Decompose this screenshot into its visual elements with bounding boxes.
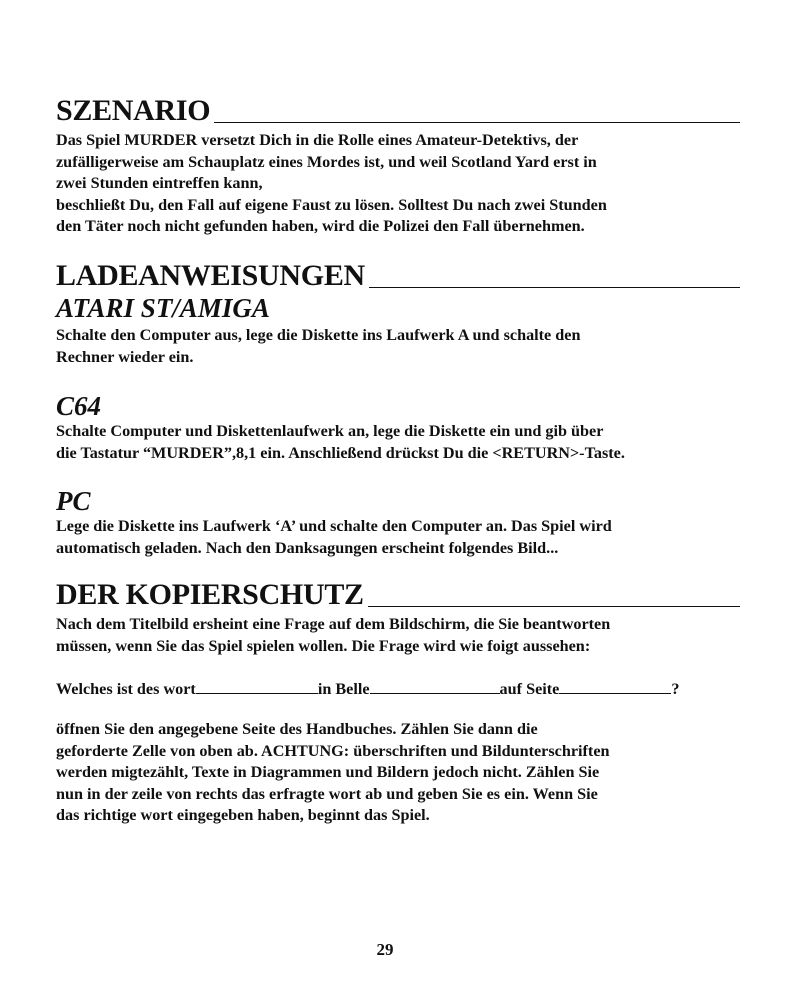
section-kopierschutz: [56, 580, 740, 610]
question-part-word: Welches ist des wort: [56, 680, 196, 698]
heading-rule: [214, 122, 740, 123]
question-part-belle: in Belle: [317, 680, 370, 698]
heading-ladeanweisungen: [56, 261, 740, 291]
text-line: zufälligerweise am Schauplatz eines Mordes ist, und weil Scotland Yard erst in: [56, 152, 597, 171]
heading-rule: [368, 606, 740, 607]
blank-line: [196, 679, 318, 694]
page-number: 29: [376, 940, 394, 959]
text-line: die Tastatur “MURDER”,8,1 ein. Anschließend drückst Du die <RETURN>-Taste.: [56, 443, 625, 462]
copy-protection-question: [56, 679, 756, 700]
text-line: werden migtezählt, Texte in Diagrammen und Bildern jedoch nicht. Zählen Sie: [56, 763, 600, 781]
section-ladeanweisungen: [56, 261, 740, 291]
text-line: öffnen Sie den angegebene Seite des Handbuches. Zählen Sie dann die: [56, 720, 538, 738]
heading-kopierschutz: [56, 580, 740, 610]
text-line: den Täter noch nicht gefunden haben, wird die Polizei den Fall übernehmen.: [56, 217, 585, 235]
text-line: geforderte Zelle von oben ab. ACHTUNG: überschriften und Bildunterschriften: [56, 741, 610, 760]
szenario-text: [56, 130, 740, 238]
text-line: zwei Stunden eintreffen kann,: [56, 174, 263, 192]
text-line: müssen, wenn Sie das Spiel spielen wollen. Die Frage wird wie foigt aussehen:: [56, 636, 591, 655]
text-line: Nach dem Titelbild ersheint eine Frage auf dem Bildschirm, die Sie beantworten: [56, 615, 611, 633]
subheading-c64: C64: [56, 391, 102, 421]
c64-text: [56, 421, 740, 464]
blank-line: [370, 679, 500, 694]
text-line: Rechner wieder ein.: [56, 347, 194, 366]
subsection-c64: [56, 392, 740, 420]
question-mark: ?: [671, 680, 680, 698]
subheading-pc: PC: [56, 486, 91, 516]
kopierschutz-intro: [56, 614, 740, 657]
blank-line: [559, 679, 671, 694]
question-part-seite: auf Seite: [499, 680, 560, 698]
section-szenario: [56, 96, 740, 126]
text-line: beschließt Du, den Fall auf eigene Faust zu lösen. Solltest Du nach zwei Stunden: [56, 195, 607, 214]
text-line: nun in der zeile von rechts das erfragte wort ab und geben Sie es ein. Wenn Sie: [56, 784, 598, 803]
text-line: Schalte Computer und Diskettenlaufwerk an, lege die Diskette ein und gib über: [56, 422, 604, 440]
subsection-atari: [56, 294, 740, 322]
text-line: das richtige wort eingegeben haben, beginnt das Spiel.: [56, 806, 430, 824]
kopierschutz-outro: [56, 719, 740, 827]
text-line: Schalte den Computer aus, lege die Diskette ins Laufwerk A und schalte den: [56, 326, 581, 344]
heading-szenario: [56, 96, 740, 126]
text-line: Das Spiel MURDER versetzt Dich in die Rolle eines Amateur-Detektivs, der: [56, 131, 579, 149]
heading-ladeanweisungen-text: LADEANWEISUNGEN: [56, 259, 365, 292]
pc-text: [56, 516, 740, 559]
heading-rule: [369, 287, 740, 288]
subsection-pc: [56, 487, 740, 515]
text-line: automatisch geladen. Nach den Danksagungen erscheint folgendes Bild...: [56, 538, 559, 557]
text-line: Lege die Diskette ins Laufwerk ‘A’ und schalte den Computer an. Das Spiel wird: [56, 517, 612, 535]
atari-text: [56, 325, 740, 368]
heading-kopierschutz-text: DER KOPIERSCHUTZ: [56, 578, 364, 611]
heading-szenario-text: SZENARIO: [56, 94, 211, 127]
subheading-atari: ATARI ST/AMIGA: [56, 293, 270, 323]
